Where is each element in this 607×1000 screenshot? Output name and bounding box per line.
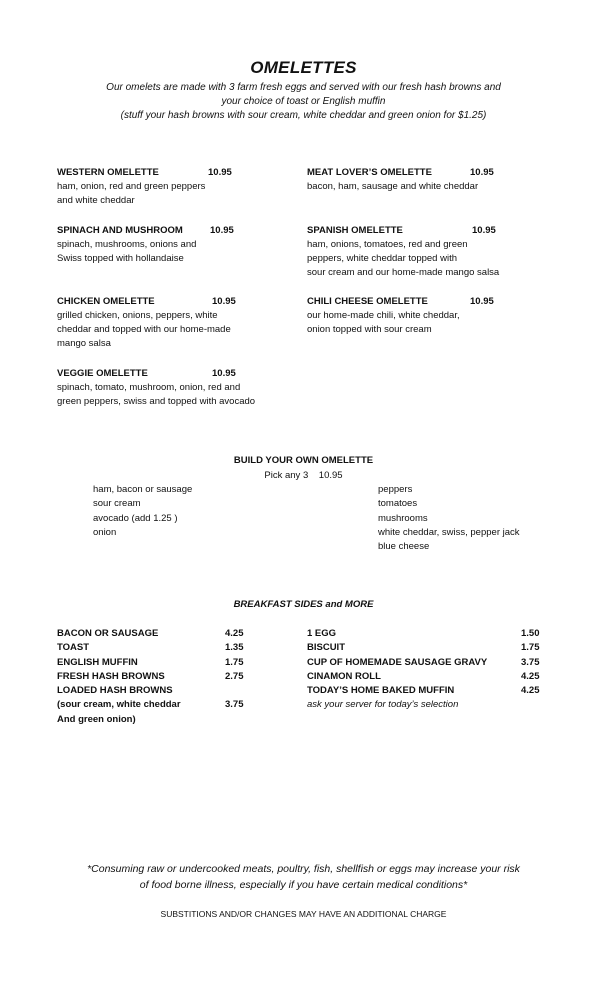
build-option: white cheddar, swiss, pepper jack <box>378 526 520 538</box>
menu-item-spanish <box>307 224 577 280</box>
side-item <box>57 627 257 641</box>
description-line: spinach, mushrooms, onions and <box>57 239 197 250</box>
build-option: blue cheese <box>378 541 430 553</box>
build-pick: Pick any 3 <box>264 470 309 481</box>
item-name: VEGGIE OMELETTE <box>57 368 148 379</box>
item-description <box>57 180 287 208</box>
side-item <box>57 684 257 698</box>
menu-item-chili-cheese <box>307 295 567 337</box>
description-line: peppers, white cheddar topped with <box>307 253 457 264</box>
side-item <box>57 698 257 712</box>
side-price: 3.75 <box>225 699 244 711</box>
item-description <box>307 309 567 337</box>
side-price: 4.25 <box>521 670 540 682</box>
item-description <box>307 238 577 280</box>
build-option: mushrooms <box>378 512 428 524</box>
side-name: CINAMON ROLL <box>307 670 381 682</box>
side-name: LOADED HASH BROWNS <box>57 685 173 697</box>
item-price: 10.95 <box>472 225 496 236</box>
build-option: ham, bacon or sausage <box>93 484 193 495</box>
description-line: Swiss topped with hollandaise <box>57 253 184 264</box>
description-line: mango salsa <box>57 338 111 349</box>
build-options-right <box>378 483 520 554</box>
side-price: 1.35 <box>225 642 244 654</box>
description-line: bacon, ham, sausage and white cheddar <box>307 181 479 192</box>
intro-line: Our omelets are made with 3 farm fresh eggs and served with our fresh hash browns and <box>106 82 501 93</box>
build-pick-line <box>0 469 607 483</box>
disclaimer-line: of food borne illness, especially if you have certain medical conditions* <box>139 879 468 891</box>
side-name: BACON OR SAUSAGE <box>57 628 159 639</box>
build-option: sour cream <box>93 498 141 510</box>
item-name: WESTERN OMELETTE <box>57 167 159 178</box>
side-price: 2.75 <box>225 670 244 682</box>
side-item <box>307 656 547 670</box>
description-line: ham, onions, tomatoes, red and green <box>307 239 468 250</box>
menu-item-western <box>57 166 287 208</box>
menu-item-veggie <box>57 367 297 409</box>
side-name: 1 EGG <box>307 628 337 639</box>
item-price: 10.95 <box>212 296 236 307</box>
side-name: CUP OF HOMEMADE SAUSAGE GRAVY <box>307 656 488 668</box>
build-options-left <box>93 483 192 540</box>
item-description <box>57 238 287 266</box>
side-price: 1.75 <box>521 642 540 654</box>
sides-left-column <box>57 627 257 727</box>
side-name: BISCUIT <box>307 642 345 654</box>
item-price: 10.95 <box>210 225 234 236</box>
side-item <box>57 656 257 670</box>
item-description <box>57 309 287 351</box>
side-price: 4.25 <box>225 628 244 639</box>
menu-item-meat-lovers <box>307 166 567 194</box>
item-price: 10.95 <box>470 167 494 178</box>
build-option: tomatoes <box>378 498 418 510</box>
item-name: SPINACH AND MUSHROOM <box>57 225 183 236</box>
substitution-notice: SUBSTITIONS AND/OR CHANGES MAY HAVE AN ADDITIONAL CHARGE <box>160 909 447 919</box>
side-name: (sour cream, white cheddar <box>57 699 181 711</box>
item-name: CHICKEN OMELETTE <box>57 296 155 307</box>
side-item <box>307 670 547 684</box>
description-line: and white cheddar <box>57 195 135 206</box>
item-description <box>57 381 297 409</box>
build-option: avocado (add 1.25 ) <box>93 512 178 524</box>
build-title: BUILD YOUR OWN OMELETTE <box>233 455 374 466</box>
description-line: ham, onion, red and green peppers <box>57 181 206 192</box>
side-item <box>307 641 547 655</box>
intro-line: your choice of toast or English muffin <box>221 96 386 107</box>
side-name: TOAST <box>57 642 90 654</box>
item-name: MEAT LOVER’S OMELETTE <box>307 167 432 178</box>
side-note: ask your server for today’s selection <box>307 699 459 711</box>
item-name: CHILI CHEESE OMELETTE <box>307 296 428 307</box>
side-item <box>57 641 257 655</box>
side-name: FRESH HASH BROWNS <box>57 670 165 682</box>
side-price: 4.25 <box>521 685 540 697</box>
item-name: SPANISH OMELETTE <box>307 225 403 236</box>
description-line: cheddar and topped with our home-made <box>57 324 231 335</box>
side-price: 3.75 <box>521 656 540 668</box>
side-item <box>307 627 547 641</box>
intro-line: (stuff your hash browns with sour cream, white cheddar and green onion for $1.25) <box>120 110 487 121</box>
side-item <box>307 684 547 698</box>
side-price: 1.75 <box>225 656 244 668</box>
side-name: ENGLISH MUFFIN <box>57 656 138 668</box>
description-line: green peppers, swiss and topped with avocado <box>57 396 256 407</box>
description-line: spinach, tomato, mushroom, onion, red and <box>57 382 241 393</box>
description-line: grilled chicken, onions, peppers, white <box>57 310 218 321</box>
item-price: 10.95 <box>208 167 232 178</box>
side-item <box>57 670 257 684</box>
description-line: our home-made chili, white cheddar, <box>307 310 460 321</box>
item-price: 10.95 <box>470 296 494 307</box>
side-price: 1.50 <box>521 628 540 639</box>
intro-text <box>0 81 607 123</box>
description-line: onion topped with sour cream <box>307 324 432 335</box>
health-disclaimer <box>0 861 607 893</box>
disclaimer-line: *Consuming raw or undercooked meats, poultry, fish, shellfish or eggs may increase your risk <box>87 863 520 875</box>
item-price: 10.95 <box>212 368 236 379</box>
side-name: TODAY’S HOME BAKED MUFFIN <box>307 685 455 697</box>
sides-right-column <box>307 627 547 713</box>
side-item <box>57 713 257 727</box>
menu-item-chicken <box>57 295 287 351</box>
item-description <box>307 180 567 194</box>
description-line: sour cream and our home-made mango salsa <box>307 267 500 278</box>
menu-title: OMELETTES <box>250 58 357 77</box>
build-option: peppers <box>378 484 413 495</box>
build-price: 10.95 <box>318 470 343 481</box>
sides-title: BREAKFAST SIDES and MORE <box>233 599 374 610</box>
build-option: onion <box>93 526 117 538</box>
side-name: And green onion) <box>57 713 136 725</box>
menu-item-spinach-mushroom <box>57 224 287 266</box>
